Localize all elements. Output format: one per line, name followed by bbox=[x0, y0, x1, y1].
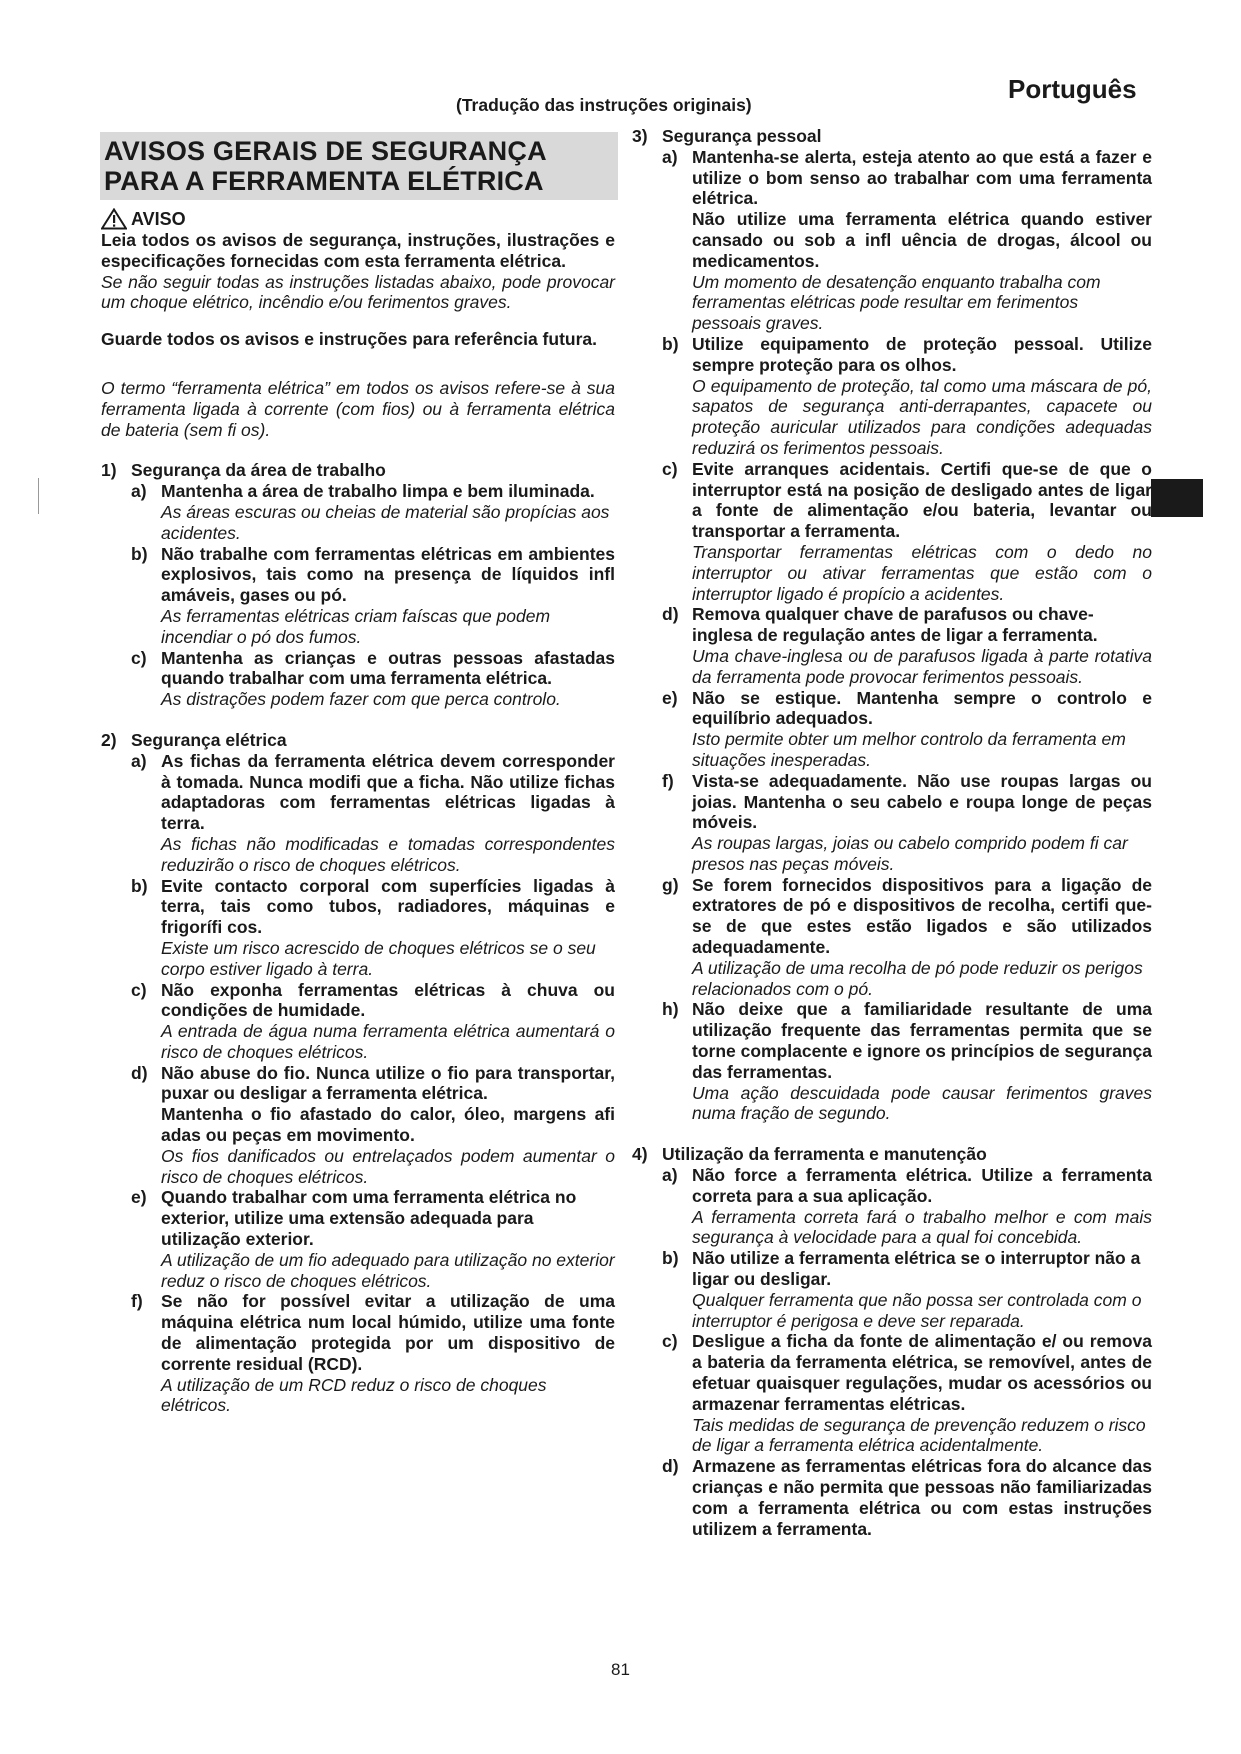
item-bold: Não deixe que a familiaridade resultante de uma utilização frequente das ferramentas permita que se torne complacente e ignore os princípios de segurança das ferramentas. bbox=[692, 999, 1152, 1082]
item-label: f) bbox=[131, 1291, 143, 1312]
item-label: b) bbox=[662, 333, 679, 354]
list-item bbox=[662, 771, 1152, 875]
list-item bbox=[131, 1187, 615, 1291]
item-bold: Se forem fornecidos dispositivos para a ligação de extratores de pó e dispositivos de recolha, certifi que-se de que estes estão ligados e são utilizados adequadamente. bbox=[692, 874, 1152, 958]
item-italic: A utilização de uma recolha de pó pode reduzir os perigos relacionados com o pó. bbox=[692, 957, 1143, 999]
item-label: g) bbox=[662, 874, 679, 895]
item-label: e) bbox=[131, 1187, 147, 1208]
list-item bbox=[662, 1331, 1152, 1456]
section-title: Segurança da área de trabalho bbox=[131, 460, 386, 481]
item-label: c) bbox=[131, 979, 147, 1000]
item-bold: Não exponha ferramentas elétricas à chuva ou condições de humidade. bbox=[161, 979, 615, 1021]
list-item bbox=[131, 544, 615, 648]
section-tool-use bbox=[632, 1144, 1152, 1539]
item-italic: As ferramentas elétricas criam faíscas que podem incendiar o pó dos fumos. bbox=[161, 605, 551, 647]
safety-heading bbox=[100, 132, 618, 200]
item-italic: Isto permite obter um melhor controlo da ferramenta em situações inesperadas. bbox=[692, 729, 1126, 770]
list-item bbox=[662, 999, 1152, 1124]
section-number: 1) bbox=[101, 460, 117, 481]
item-bold: Desligue a ficha da fonte de alimentação e/ ou remova a bateria da ferramenta elétrica, se removível, antes de efetuar quaisquer regulações, mudar os acessórios ou armazenar ferramentas elétricas. bbox=[692, 1331, 1152, 1414]
list-item bbox=[662, 1165, 1152, 1248]
section-4-items bbox=[632, 1165, 1152, 1539]
list-item bbox=[131, 1063, 615, 1188]
item-label: b) bbox=[131, 543, 148, 564]
item-bold: As fichas da ferramenta elétrica devem corresponder à tomada. Nunca modifi que a ficha. Não utilize fichas adaptadoras com ferramentas elétricas ligadas à terra. bbox=[161, 750, 615, 834]
item-bold: Mantenha as crianças e outras pessoas afastadas quando trabalhar com uma ferramenta elétrica. bbox=[161, 647, 615, 689]
item-bold: Não force a ferramenta elétrica. Utilize a ferramenta correta para a sua aplicação. bbox=[692, 1165, 1152, 1206]
item-bold: Remova qualquer chave de parafusos ou chave-inglesa de regulação antes de ligar a ferramenta. bbox=[692, 604, 1098, 646]
item-bold: Não se estique. Mantenha sempre o controlo e equilíbrio adequados. bbox=[692, 687, 1152, 729]
item-italic: A entrada de água numa ferramenta elétrica aumentará o risco de choques elétricos. bbox=[161, 1021, 615, 1062]
section-tab-marker bbox=[1151, 479, 1203, 517]
item-label: a) bbox=[131, 481, 147, 502]
heading-line-1: AVISOS GERAIS DE SEGURANÇA bbox=[104, 136, 547, 166]
page-number: 81 bbox=[611, 1660, 630, 1679]
section-3-title bbox=[632, 126, 1152, 147]
list-item bbox=[131, 980, 615, 1063]
item-italic: As distrações podem fazer com que perca controlo. bbox=[161, 689, 561, 710]
intro-bold: Leia todos os avisos de segurança, instruções, ilustrações e especificações fornecidas com esta ferramenta elétrica. bbox=[101, 230, 615, 271]
item-label: a) bbox=[131, 750, 147, 771]
section-2-items bbox=[101, 751, 615, 1417]
item-italic: Uma chave-inglesa ou de parafusos ligada à parte rotativa da ferramenta pode provocar ferimentos pessoais. bbox=[692, 645, 1152, 687]
item-bold: Não abuse do fio. Nunca utilize o fio para transportar, puxar ou desligar a ferramenta elétrica. bbox=[161, 1062, 615, 1104]
term-definition: O termo “ferramenta elétrica” em todos os avisos refere-se à sua ferramenta ligada à corrente (com fios) ou à ferramenta elétrica de bateria (sem fi os). bbox=[101, 377, 615, 440]
section-1-items bbox=[101, 481, 615, 710]
list-item bbox=[662, 688, 1152, 771]
item-bold: Mantenha-se alerta, esteja atento ao que está a fazer e utilize o bom senso ao trabalhar com uma ferramenta elétrica. bbox=[692, 146, 1152, 209]
list-item bbox=[662, 334, 1152, 459]
item-bold: Vista-se adequadamente. Não use roupas largas ou joias. Mantenha o seu cabelo e roupa longe de peças móveis. bbox=[692, 770, 1152, 833]
item-italic: Existe um risco acrescido de choques elétricos se o seu corpo estiver ligado à terra. bbox=[161, 937, 596, 979]
intro-italic: Se não seguir todas as instruções listadas abaixo, pode provocar um choque elétrico, incêndio e/ou ferimentos graves. bbox=[101, 271, 615, 313]
item-label: c) bbox=[131, 647, 147, 668]
margin-mark bbox=[38, 478, 39, 514]
item-label: e) bbox=[662, 687, 678, 708]
language-label: Português bbox=[1008, 74, 1137, 104]
keep-instructions: Guarde todos os avisos e instruções para referência futura. bbox=[101, 329, 597, 350]
item-bold-2: Não utilize uma ferramenta elétrica quando estiver cansado ou sob a infl uência de drogas, álcool ou medicamentos. bbox=[692, 209, 1152, 271]
list-item bbox=[662, 1456, 1152, 1539]
item-bold: Se não for possível evitar a utilização de uma máquina elétrica num local húmido, utilize uma fonte de alimentação protegida por um dispositivo de corrente residual (RCD). bbox=[161, 1291, 615, 1374]
warning-triangle-icon bbox=[101, 208, 127, 230]
item-bold: Evite contacto corporal com superfícies ligadas à terra, tais como tubos, radiadores, máquinas e frigorífi cos. bbox=[161, 875, 615, 938]
item-bold: Utilize equipamento de proteção pessoal. Utilize sempre proteção para os olhos. bbox=[692, 333, 1152, 375]
item-italic: Qualquer ferramenta que não possa ser controlada com o interruptor é perigosa e deve ser reparada. bbox=[692, 1289, 1142, 1331]
item-italic: A utilização de um RCD reduz o risco de choques elétricos. bbox=[161, 1374, 547, 1416]
item-label: a) bbox=[662, 1165, 678, 1186]
item-label: d) bbox=[131, 1062, 148, 1083]
item-italic: As áreas escuras ou cheias de material são propícias aos acidentes. bbox=[161, 501, 610, 543]
item-label: a) bbox=[662, 146, 678, 167]
list-item bbox=[662, 604, 1152, 687]
item-italic: Os fios danificados ou entrelaçados podem aumentar o risco de choques elétricos. bbox=[161, 1145, 615, 1187]
section-4-title bbox=[632, 1144, 1152, 1165]
item-italic: O equipamento de proteção, tal como uma máscara de pó, sapatos de segurança anti-derrapantes, capacete ou proteção auricular utilizados para condições adequadas reduzirá os ferimentos pessoais. bbox=[692, 375, 1152, 458]
item-italic: Tais medidas de segurança de prevenção reduzem o risco de ligar a ferramenta elétrica acidentalmente. bbox=[692, 1414, 1146, 1456]
item-italic: Uma ação descuidada pode causar ferimentos graves numa fração de segundo. bbox=[692, 1082, 1152, 1124]
item-italic: Um momento de desatenção enquanto trabalha com ferramentas elétricas pode resultar em ferimentos pessoais graves. bbox=[692, 271, 1101, 334]
heading-line-2: PARA A FERRAMENTA ELÉTRICA bbox=[104, 166, 544, 196]
list-item bbox=[662, 147, 1152, 334]
list-item bbox=[662, 875, 1152, 1000]
right-column bbox=[632, 126, 1152, 1539]
section-number: 3) bbox=[632, 126, 648, 146]
section-work-area bbox=[101, 460, 615, 710]
translation-subtitle: (Tradução das instruções originais) bbox=[456, 95, 752, 115]
list-item bbox=[131, 751, 615, 876]
section-1-title bbox=[101, 460, 615, 481]
list-item bbox=[131, 1291, 615, 1416]
section-electrical bbox=[101, 730, 615, 1416]
item-label: c) bbox=[662, 458, 678, 479]
item-label: f) bbox=[662, 770, 674, 791]
item-bold: Quando trabalhar com uma ferramenta elétrica no exterior, utilize uma extensão adequada para utilização exterior. bbox=[161, 1187, 577, 1250]
item-italic: A utilização de um fio adequado para utilização no exterior reduz o risco de choques elétricos. bbox=[161, 1249, 615, 1291]
section-number: 2) bbox=[101, 729, 117, 750]
section-title: Segurança pessoal bbox=[662, 126, 822, 146]
item-italic: As fichas não modificadas e tomadas correspondentes reduzirão o risco de choques elétricos. bbox=[161, 833, 615, 875]
section-2-title bbox=[101, 730, 615, 751]
list-item bbox=[131, 876, 615, 980]
item-bold: Mantenha a área de trabalho limpa e bem iluminada. bbox=[161, 481, 595, 502]
item-label: b) bbox=[131, 875, 148, 896]
item-bold: Armazene as ferramentas elétricas fora do alcance das crianças e não permita que pessoas não familiarizadas com a ferramenta elétrica ou com estas instruções utilizem a ferramenta. bbox=[692, 1456, 1152, 1539]
warning-text: AVISO bbox=[131, 208, 186, 229]
item-label: h) bbox=[662, 999, 679, 1020]
list-item bbox=[131, 481, 615, 543]
left-column bbox=[101, 132, 615, 1416]
item-label: d) bbox=[662, 604, 679, 625]
list-item bbox=[662, 459, 1152, 605]
item-italic: As roupas largas, joias ou cabelo comprido podem fi car presos nas peças móveis. bbox=[692, 833, 1128, 874]
item-bold: Não trabalhe com ferramentas elétricas em ambientes explosivos, tais como na presença de líquidos infl amáveis, gases ou pó. bbox=[161, 543, 615, 606]
section-3-items bbox=[632, 147, 1152, 1124]
item-label: d) bbox=[662, 1456, 679, 1477]
section-title: Segurança elétrica bbox=[131, 729, 287, 750]
item-label: c) bbox=[662, 1331, 678, 1352]
item-bold: Não utilize a ferramenta elétrica se o interruptor não a ligar ou desligar. bbox=[692, 1248, 1141, 1290]
item-italic: Transportar ferramentas elétricas com o dedo no interruptor ou ativar ferramentas que estão com o interruptor ligado é propício a acidentes. bbox=[692, 541, 1152, 604]
section-personal bbox=[632, 126, 1152, 1124]
section-number: 4) bbox=[632, 1144, 648, 1165]
warning-label bbox=[101, 208, 615, 230]
list-item bbox=[131, 648, 615, 710]
list-item bbox=[662, 1248, 1152, 1331]
item-label: b) bbox=[662, 1248, 679, 1269]
item-bold: Evite arranques acidentais. Certifi que-se de que o interruptor está na posição de desligado antes de ligar a fonte de alimentação e/ou bateria, levantar ou transportar a ferramenta. bbox=[692, 458, 1152, 542]
section-title: Utilização da ferramenta e manutenção bbox=[662, 1144, 987, 1165]
item-bold-2: Mantenha o fio afastado do calor, óleo, margens afi adas ou peças em movimento. bbox=[161, 1104, 615, 1146]
item-italic: A ferramenta correta fará o trabalho melhor e com mais segurança à velocidade para a qual foi concebida. bbox=[692, 1206, 1152, 1248]
